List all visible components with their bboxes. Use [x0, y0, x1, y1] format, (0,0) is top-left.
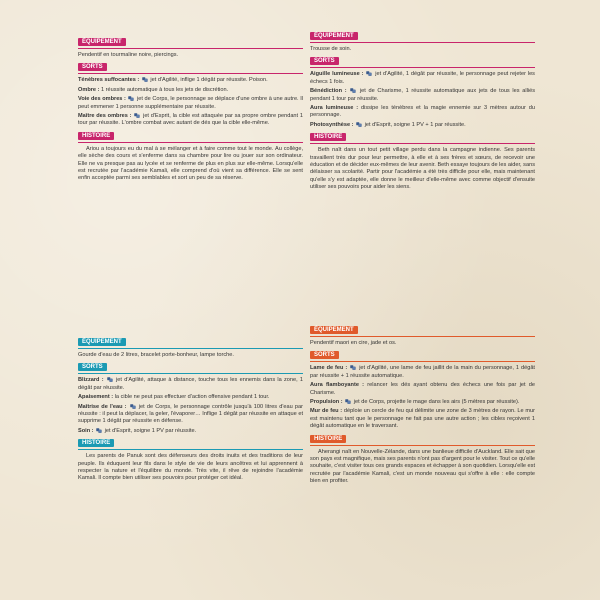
spell-name: Propulsion : [310, 399, 345, 406]
histoire-tag: HISTOIRE [310, 133, 346, 141]
spell-description: jet d'Agilité, attaque à distance, touche tous les ennemis dans la zone, 1 dégât par réussite. [78, 377, 304, 391]
spell-name: Lame de feu : [310, 365, 350, 372]
spell-name: Blizzard : [78, 377, 106, 384]
sorts-tag: SORTS [310, 351, 339, 359]
spell-item [310, 382, 535, 397]
dice-icon [96, 428, 102, 433]
equipement-text: Trousse de soin. [310, 46, 352, 52]
spell-name: Ténèbres suffocantes : [78, 77, 141, 84]
spell-name: Mur de feu : [310, 408, 344, 415]
spell-list [310, 365, 535, 430]
sorts-tag: SORTS [78, 63, 107, 71]
spell-description: jet d'Agilité, inflige 1 dégât par réussite. Poison. [148, 77, 268, 84]
spell-name: Aura flamboyante : [310, 382, 368, 389]
profile-4 [310, 326, 535, 490]
spell-item [78, 77, 303, 84]
equipement-tag: ÉQUIPEMENT [310, 326, 358, 334]
spell-item [78, 87, 303, 94]
spell-description: déploie un cercle de feu qui délimite une zone de 3 mètres de rayon. Le mur est maintenu tant que le personnage ne fait pas une autre action ; les cibles reçoivent 1 dégât automatique en le traversant. [310, 408, 535, 430]
dice-icon [134, 113, 140, 118]
equipement-section [310, 326, 535, 347]
histoire-section [78, 439, 303, 483]
dice-icon [142, 77, 148, 82]
spell-name: Aura lumineuse : [310, 105, 361, 112]
spell-description: la cible ne peut pas effectuer d'action offensive pendant 1 tour. [114, 394, 270, 401]
equipement-section [310, 32, 535, 53]
equipement-tag: ÉQUIPEMENT [78, 38, 126, 46]
histoire-text: Ariou a toujours eu du mal à se mélanger et à faire comme tout le monde. Au collège, elle sèche des cours et s'enferme dans sa chambre pour lire ou jouer sur son ordinateur. Elle ne va presque pas au lycée et se renferme de plus en plus sur elle-même. Lorsqu'elle est recrutée par l'académie Kamali, elle comprend d'où vient sa différence. Elle se sent enfin acceptée parmi ses semblables et sort un peu de sa réserve. [78, 145, 303, 182]
equipement-tag: ÉQUIPEMENT [310, 32, 358, 40]
dice-icon [345, 399, 351, 404]
spell-description: jet de Charisme, 1 réussite automatique aux jets de tous les alliés pendant 1 tour par réussite. [310, 88, 535, 102]
spell-description: jet de Corps, le personnage se déplace d'une ombre à une autre. Il peut emmener 1 personne supplémentaire par réussite. [78, 96, 303, 110]
spell-item [78, 96, 303, 111]
histoire-section [310, 435, 535, 486]
spell-item [310, 365, 535, 380]
spell-item [78, 394, 303, 401]
spell-description: jet d'Esprit, la cible est attaquée par sa propre ombre pendant 1 tour par réussite. L'ombre combat avec autant de dés que la cible elle-même. [78, 113, 303, 127]
spell-item [310, 122, 535, 129]
profile-2 [310, 32, 535, 196]
profile-1 [78, 38, 303, 187]
histoire-text: Aherangi naît en Nouvelle-Zélande, dans une banlieue difficile d'Auckland. Elle sait que son pays est magnifique, mais ses parents n'ont pas d'argent pour le visiter. Tout ce qu'elle souhaite, c'est visiter tous ces grands espaces et échapper à son quotidien. Lorsqu'elle est recrutée par l'académie Kamali, c'est un monde nouveau qui s'offre à elle : elle compte bien en profiter. [310, 448, 535, 485]
spell-description: 1 réussite automatique à tous les jets de discrétion. [101, 86, 229, 93]
sorts-tag: SORTS [310, 57, 339, 65]
spell-description: jet de Corps, projette le mage dans les airs (5 mètres par réussite). [352, 399, 520, 406]
spell-description: dissipe les ténèbres et la magie ennemie sur 3 mètres autour du personnage. [310, 105, 536, 119]
sorts-section [78, 63, 303, 127]
spell-description: jet d'Esprit, soigne 1 PV par réussite. [103, 427, 197, 434]
dice-icon [366, 71, 372, 76]
spell-name: Bénédiction : [310, 88, 350, 95]
spell-name: Maîtrise de l'eau : [78, 403, 129, 410]
spell-item [78, 113, 303, 128]
spell-name: Maître des ombres : [78, 113, 134, 120]
histoire-text: Beth naît dans un tout petit village perdu dans la campagne indienne. Ses parents travaillent très dur pour leur permettre, à elle et à ses frères et sœurs, de recevoir une éducation et de décider eux-mêmes de leur avenir. Beth essaye toujours de les aider, sans délaisser sa scolarité. Partir pour l'académie a été très difficile pour elle, mais maintenant qu'elle s'y est adaptée, elle donne le meilleur d'elle-même avec comme objectif d'ensuite utiliser ses pouvoirs pour aider les siens. [310, 147, 535, 191]
histoire-tag: HISTOIRE [310, 435, 346, 443]
spell-name: Ombre : [78, 86, 102, 93]
spell-item [78, 377, 303, 392]
spell-item [310, 105, 535, 120]
spell-name: Aiguille lumineuse : [310, 71, 366, 78]
equipement-tag: ÉQUIPEMENT [78, 338, 126, 346]
equipement-text: Pendentif en tourmaline noire, piercings. [78, 52, 179, 58]
spell-description: jet de Corps, le personnage contrôle jusqu'à 100 litres d'eau par réussite : il peut la déplacer, la geler, l'évaporer… Inflige 1 dégât par réussite en attaque et supprime 1 dégât par réussite en défense. [78, 403, 303, 425]
spell-list [310, 71, 535, 129]
spell-name: Apaisement : [78, 394, 115, 401]
histoire-section [310, 133, 535, 191]
dice-icon [128, 96, 134, 101]
spell-item [78, 428, 303, 435]
histoire-text: Les parents de Panuk sont des défenseurs des droits inuits et des traditions de leur peuple. Ils éduquent leur fils dans le style de vie de leurs ancêtres et lui apprennent à respecter la nature et l'équilibre du monde. Très vite, il rêve de rejoindre l'académie Kamali. Il compte bien utiliser ses pouvoirs pour protéger cet idéal. [78, 453, 303, 482]
equipement-text: Pendentif maori en cire, jade et os. [310, 340, 397, 346]
spell-list [78, 377, 303, 435]
spell-description: jet d'Esprit, soigne 1 PV + 1 par réussite. [363, 121, 466, 128]
dice-icon [350, 88, 356, 93]
dice-icon [130, 404, 136, 409]
equipement-text: Gourde d'eau de 2 litres, bracelet porte-bonheur, lampe torche. [78, 352, 234, 358]
profile-3 [78, 338, 303, 487]
spell-item [310, 399, 535, 406]
histoire-tag: HISTOIRE [78, 132, 114, 140]
sorts-section [310, 351, 535, 430]
dice-icon [350, 365, 356, 370]
sorts-section [310, 57, 535, 129]
spell-description: relancer les dés ayant obtenu des échecs une fois par jet de Charisme. [310, 382, 536, 396]
spell-description: jet d'Agilité, une lame de feu jaillit de la main du personnage, 1 dégât par réussite + 1 réussite automatique. [310, 365, 535, 379]
histoire-section [78, 132, 303, 183]
histoire-tag: HISTOIRE [78, 439, 114, 447]
dice-icon [107, 377, 113, 382]
spell-item [78, 404, 303, 426]
spell-description: jet d'Agilité, 1 dégât par réussite, le personnage peut rejeter les échecs 1 fois. [310, 71, 535, 85]
sorts-section [78, 363, 303, 435]
spell-item [310, 88, 535, 103]
spell-item [310, 71, 535, 86]
spell-name: Voie des ombres : [78, 96, 128, 103]
spell-list [78, 77, 303, 127]
spell-name: Soin : [78, 427, 96, 434]
spell-name: Photosynthèse : [310, 121, 356, 128]
equipement-section [78, 38, 303, 59]
dice-icon [356, 122, 362, 127]
spell-item [310, 408, 535, 430]
sorts-tag: SORTS [78, 363, 107, 371]
equipement-section [78, 338, 303, 359]
